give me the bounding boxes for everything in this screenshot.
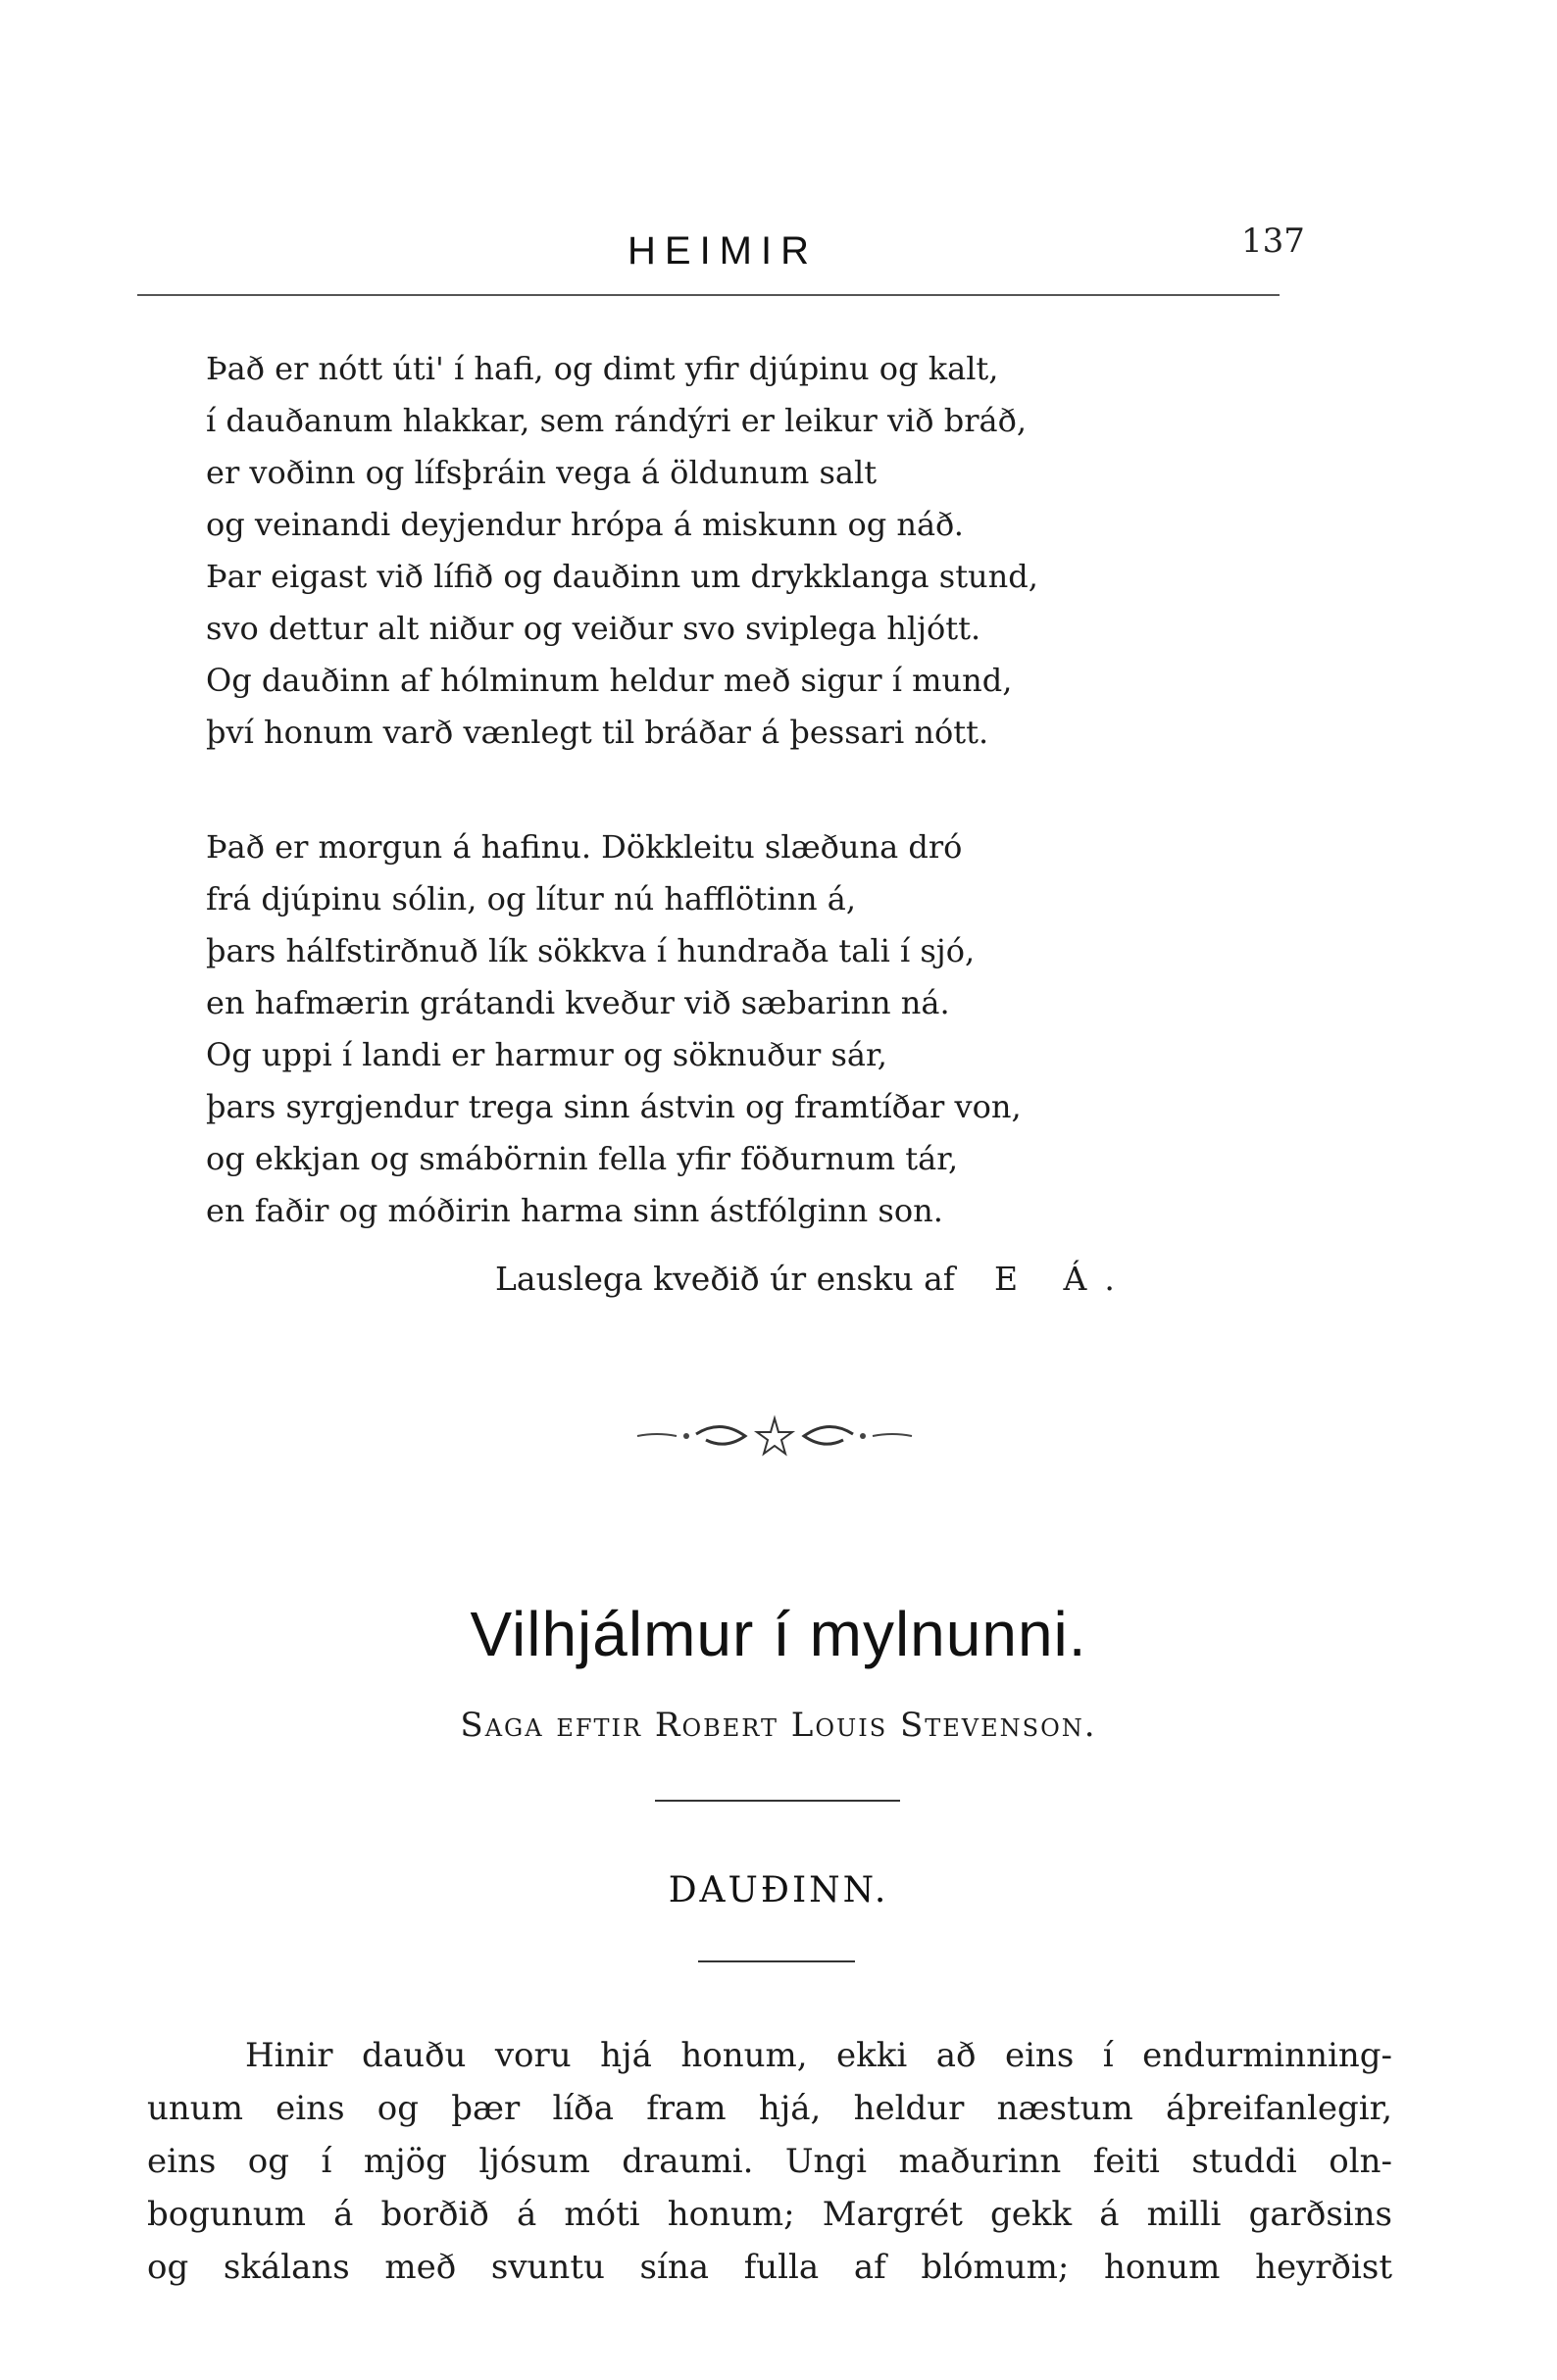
header-rule bbox=[137, 294, 1280, 296]
verse-line: þars syrgjendur trega sinn ástvin og framtíðar von, bbox=[206, 1088, 1022, 1125]
verse-line: Þar eigast við lífið og dauðinn um drykklanga stund, bbox=[206, 558, 1038, 595]
prose-line: unum eins og þær líða fram hjá, heldur næstum áþreifanlegir, bbox=[147, 2089, 1392, 2128]
verse-line: en hafmærin grátandi kveður við sæbarinn ná. bbox=[206, 984, 950, 1021]
verse-line: Og dauðinn af hólminum heldur með sigur í mund, bbox=[206, 662, 1013, 699]
prose-line: bogunum á borðið á móti honum; Margrét gekk á milli garðsins bbox=[147, 2195, 1392, 2234]
verse-line: því honum varð vænlegt til bráðar á þessari nótt. bbox=[206, 714, 989, 751]
story-subtitle: Saga eftir Robert Louis Stevenson. bbox=[460, 1706, 1097, 1745]
verse-line: þars hálfstirðnuð lík sökkva í hundraða tali í sjó, bbox=[206, 932, 976, 969]
verse-line: og ekkjan og smábörnin fella yfir föðurnum tár, bbox=[206, 1140, 959, 1177]
prose-line: Hinir dauðu voru hjá honum, ekki að eins í endurminning- bbox=[245, 2036, 1392, 2075]
verse-line: er voðinn og lífsþráin vega á öldunum salt bbox=[206, 454, 878, 491]
prose-line: eins og í mjög ljósum draumi. Ungi maðurinn feiti studdi oln- bbox=[147, 2142, 1392, 2181]
verse-line: en faðir og móðirin harma sinn ástfólginn son. bbox=[206, 1192, 943, 1229]
verse-line: Það er morgun á hafinu. Dökkleitu slæðuna dró bbox=[206, 828, 963, 866]
verse-line: og veinandi deyjendur hrópa á miskunn og náð. bbox=[206, 506, 964, 543]
verse-line: Það er nótt úti' í hafi, og dimt yfir djúpinu og kalt, bbox=[206, 350, 999, 387]
attribution-text: Lauslega kveðið úr ensku af bbox=[495, 1260, 955, 1298]
poem-stanza-1 bbox=[206, 343, 1304, 759]
verse-line: Og uppi í landi er harmur og söknuður sár, bbox=[206, 1036, 887, 1073]
verse-line: í dauðanum hlakkar, sem rándýri er leikur við bráð, bbox=[206, 402, 1028, 439]
poem-attribution bbox=[495, 1260, 1132, 1298]
translator-initials: E Á. bbox=[993, 1260, 1132, 1298]
divider bbox=[655, 1800, 900, 1802]
chapter-heading: DAUÐINN. bbox=[668, 1870, 889, 1910]
prose-line: og skálans með svuntu sína fulla af blómum; honum heyrðist bbox=[147, 2248, 1392, 2287]
verse-line: frá djúpinu sólin, og lítur nú hafflötinn á, bbox=[206, 880, 856, 917]
verse-line: svo dettur alt niður og veiður svo sviplega hljótt. bbox=[206, 610, 981, 647]
running-head bbox=[0, 218, 1557, 276]
story-title: Vilhjálmur í mylnunni. bbox=[470, 1599, 1087, 1669]
running-title: HEIMIR bbox=[628, 229, 818, 273]
page-number: 137 bbox=[1241, 222, 1305, 261]
flourish-ornament-icon bbox=[628, 1407, 922, 1465]
divider bbox=[698, 1960, 855, 1962]
story-paragraph bbox=[147, 2029, 1392, 2294]
poem-stanza-2 bbox=[206, 821, 1304, 1237]
